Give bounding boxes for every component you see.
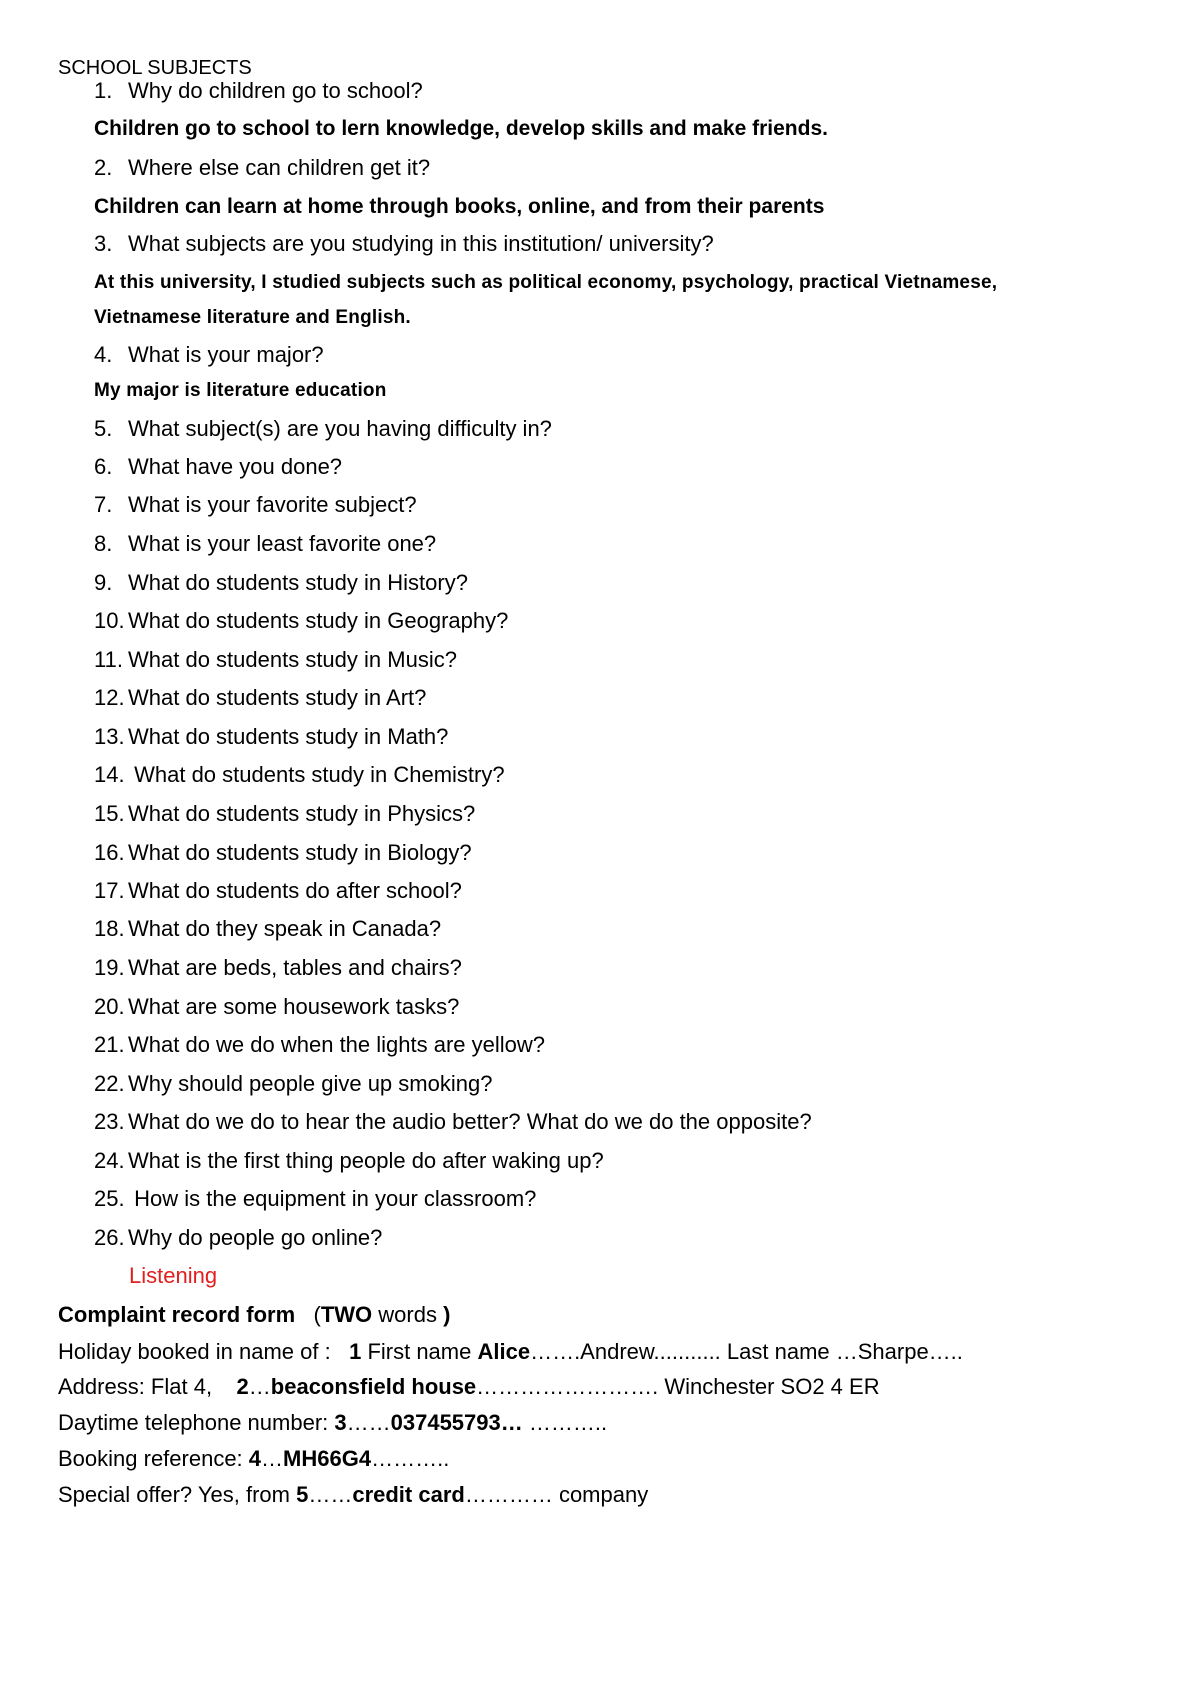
question-item [94,1150,604,1172]
form-note-rest: words [372,1302,444,1327]
question-text: What is the first thing people do after waking up? [128,1148,604,1173]
form-row-phone [58,1412,607,1434]
form-text: …… [308,1482,353,1507]
form-answer: beaconsfield house [270,1374,477,1399]
question-number: 7. [94,492,113,517]
question-text: What do students study in Biology? [128,840,472,865]
question-number: 2. [94,155,113,180]
question-item [94,533,436,555]
question-text: What do students study in Art? [128,685,427,710]
question-text: Why should people give up smoking? [128,1071,493,1096]
question-text: What is your least favorite one? [128,531,437,556]
form-label: Booking reference: [58,1446,249,1471]
form-item-number: 4 [248,1446,262,1471]
question-text: What do we do when the lights are yellow? [128,1032,546,1057]
question-number: 11. [94,647,123,672]
question-item [94,726,448,748]
question-text: Why do children go to school? [128,78,423,103]
question-text: What do students study in Geography? [128,608,509,633]
form-text: …… [346,1410,391,1435]
form-item-number: 2 [236,1374,249,1399]
form-item-number: 5 [296,1482,309,1507]
question-number: 14. [94,762,125,787]
form-answer: MH66G4 [283,1446,372,1471]
question-item [94,1188,536,1210]
page-heading: SCHOOL SUBJECTS [58,57,252,79]
question-number: 25. [94,1186,125,1211]
form-text: ……….. [371,1446,450,1471]
question-text: Why do people go online? [128,1225,383,1250]
question-item [94,803,475,825]
question-number: 4. [94,342,113,367]
question-number: 12. [94,685,125,710]
question-number: 19. [94,955,125,980]
question-number: 20. [94,994,125,1019]
question-item [94,996,459,1018]
question-text: What is your major? [128,342,324,367]
form-note-close: ) [443,1302,451,1327]
listening-label: Listening [129,1263,218,1288]
question-number: 18. [94,916,125,941]
form-text: … [248,1374,271,1399]
question-text: What subjects are you studying in this institution/ university? [128,231,714,256]
form-title-text: Complaint record form [58,1302,296,1327]
question-text: Where else can children get it? [128,155,431,180]
question-item [94,842,472,864]
question-text: How is the equipment in your classroom? [128,1186,537,1211]
form-note-bold: TWO [320,1302,373,1327]
question-text: What are some housework tasks? [128,994,460,1019]
question-text: What do we do to hear the audio better? What do we do the opposite? [128,1109,812,1134]
question-number: 23. [94,1109,125,1134]
question-number: 5. [94,416,113,441]
question-number: 26. [94,1225,125,1250]
question-item [94,456,342,478]
question-item [94,957,462,979]
question-number: 15. [94,801,125,826]
form-note-open: ( [313,1302,321,1327]
form-title [58,1304,450,1326]
question-text: What do students study in Physics? [128,801,476,826]
form-item-number: 3 [334,1410,347,1435]
form-label: Special offer? Yes, from [58,1482,297,1507]
question-text: What do students study in Math? [128,724,449,749]
question-number: 8. [94,531,113,556]
question-text: What do students study in Music? [128,647,457,672]
question-text: What do students do after school? [128,878,462,903]
form-label: Daytime telephone number: [58,1410,335,1435]
question-text: What do students study in History? [128,570,468,595]
form-label: Holiday booked in name of : [58,1339,331,1364]
form-label: Address: Flat 4, [58,1374,213,1399]
question-number: 9. [94,570,113,595]
question-number: 21. [94,1032,125,1057]
question-item [94,1034,545,1056]
form-text: First name [361,1339,478,1364]
question-item [94,764,505,786]
question-text: What do they speak in Canada? [128,916,442,941]
question-number: 13. [94,724,125,749]
question-number: 1. [94,78,113,103]
question-item [94,1227,382,1249]
form-row-address [58,1376,880,1398]
answer-text: Children can learn at home through books, online, and from their parents [94,195,825,218]
question-number: 16. [94,840,125,865]
question-number: 3. [94,231,113,256]
form-row-booking [58,1448,449,1470]
question-item [94,233,714,255]
answer-text: My major is literature education [94,380,387,401]
question-item [94,344,324,366]
question-item [94,687,426,709]
question-number: 10. [94,608,125,633]
form-row-offer [58,1484,648,1506]
question-item [94,1073,492,1095]
question-item [94,918,441,940]
question-text: What is your favorite subject? [128,492,417,517]
question-text: What are beds, tables and chairs? [128,955,462,980]
form-item-number: 1 [349,1339,362,1364]
question-item [94,157,430,179]
question-number: 6. [94,454,113,479]
question-item [94,1111,812,1133]
form-text: …….Andrew........... Last name …Sharpe….. [530,1339,963,1364]
form-answer: 037455793… [390,1410,523,1435]
question-item [94,80,423,102]
question-item [94,494,417,516]
form-text: ……………………. Winchester SO2 4 ER [476,1374,880,1399]
question-number: 17. [94,878,125,903]
question-item [94,610,508,632]
question-number: 22. [94,1071,125,1096]
form-answer: Alice [477,1339,531,1364]
question-text: What do students study in Chemistry? [128,762,505,787]
question-item [94,880,462,902]
form-text: ……….. [522,1410,608,1435]
answer-text: At this university, I studied subjects such as political economy, psychology, practical Vietnamese, [94,272,998,293]
question-item [94,649,457,671]
question-number: 24. [94,1148,125,1173]
form-row-name [58,1341,963,1363]
question-item [94,572,468,594]
question-item [94,418,552,440]
form-text: … [261,1446,284,1471]
form-text: ………… company [464,1482,649,1507]
form-answer: credit card [352,1482,465,1507]
answer-text: Children go to school to lern knowledge, develop skills and make friends. [94,117,828,140]
answer-text: Vietnamese literature and English. [94,307,411,328]
question-text: What have you done? [128,454,343,479]
question-text: What subject(s) are you having difficulty in? [128,416,552,441]
